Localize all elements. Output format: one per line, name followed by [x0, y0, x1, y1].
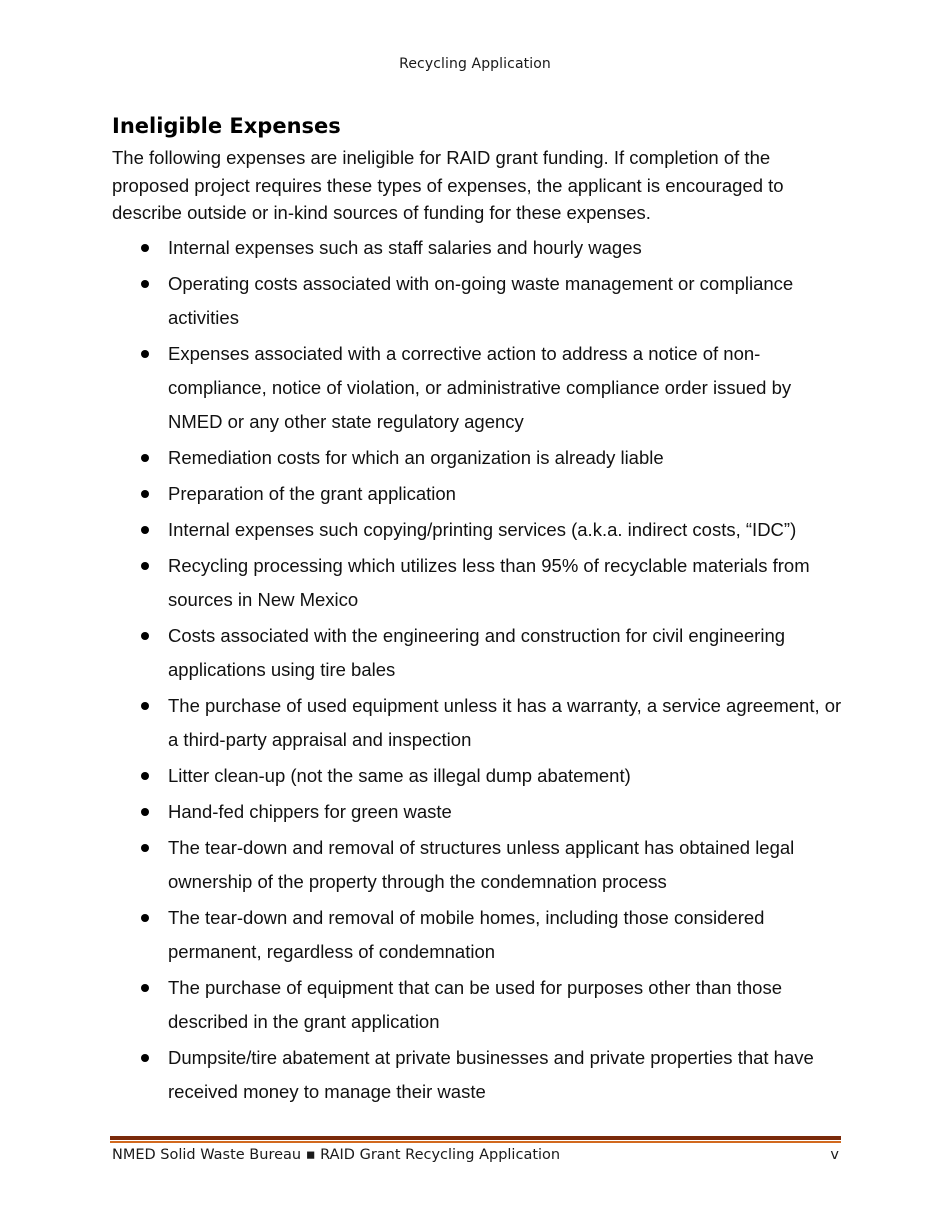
running-header: Recycling Application — [399, 56, 551, 72]
page-footer — [112, 1145, 839, 1165]
bullet-icon — [141, 526, 149, 534]
bullet-icon — [141, 914, 149, 922]
bullet-icon — [141, 984, 149, 992]
list-item-text: Operating costs associated with on-going waste management or compliance activities — [168, 272, 794, 328]
list-item — [112, 795, 842, 829]
intro-paragraph: The following expenses are ineligible for RAID grant funding. If completion of the proposed project requires these types of expenses, the applicant is encouraged to describe outside or in-kind sources of funding for these expenses. — [112, 147, 784, 223]
bullet-icon — [141, 632, 149, 640]
list-item-text: Internal expenses such as staff salaries and hourly wages — [168, 236, 642, 258]
list-item-text: Preparation of the grant application — [168, 482, 456, 504]
ineligible-expense-list — [112, 231, 842, 1109]
list-item-text: Internal expenses such copying/printing services (a.k.a. indirect costs, “IDC”) — [168, 518, 797, 540]
list-item — [112, 267, 842, 335]
list-item — [112, 759, 842, 793]
bullet-icon — [141, 280, 149, 288]
list-item — [112, 231, 842, 265]
list-item — [112, 549, 842, 617]
bullet-icon — [141, 844, 149, 852]
bullet-icon — [141, 772, 149, 780]
list-item — [112, 689, 842, 757]
list-item-text: Recycling processing which utilizes less than 95% of recyclable materials from sources in New Mexico — [168, 554, 810, 610]
list-item — [112, 1041, 842, 1109]
list-item — [112, 513, 842, 547]
footer-text: NMED Solid Waste Bureau ▪ RAID Grant Recycling Application — [112, 1147, 561, 1163]
list-item-text: Remediation costs for which an organization is already liable — [168, 446, 664, 468]
list-item-text: The purchase of used equipment unless it has a warranty, a service agreement, or a third-party appraisal and inspection — [168, 694, 842, 750]
list-item — [112, 831, 842, 899]
list-item — [112, 971, 842, 1039]
bullet-icon — [141, 454, 149, 462]
section-heading: Ineligible Expenses — [112, 114, 341, 138]
list-item-text: The tear-down and removal of structures unless applicant has obtained legal ownership of the property through the condemnation process — [168, 836, 795, 892]
list-item-text: The tear-down and removal of mobile homes, including those considered permanent, regardless of condemnation — [168, 906, 765, 962]
list-item-text: Litter clean-up (not the same as illegal dump abatement) — [168, 764, 631, 786]
list-item — [112, 441, 842, 475]
page-number: v — [830, 1147, 839, 1163]
list-item-text: Hand-fed chippers for green waste — [168, 800, 452, 822]
bullet-icon — [141, 562, 149, 570]
list-item — [112, 337, 842, 439]
list-item-text: Dumpsite/tire abatement at private businesses and private properties that have received money to manage their waste — [168, 1046, 814, 1102]
bullet-icon — [141, 350, 149, 358]
bullet-icon — [141, 702, 149, 710]
bullet-icon — [141, 1054, 149, 1062]
list-item-text: The purchase of equipment that can be used for purposes other than those described in the grant application — [168, 976, 782, 1032]
footer-rule-light — [110, 1141, 841, 1143]
bullet-icon — [141, 244, 149, 252]
bullet-icon — [141, 490, 149, 498]
footer-rule — [110, 1136, 841, 1143]
list-item — [112, 901, 842, 969]
bullet-icon — [141, 808, 149, 816]
footer-rule-dark — [110, 1136, 841, 1140]
list-item-text: Expenses associated with a corrective action to address a notice of non-compliance, notice of violation, or administrative compliance order issued by NMED or any other state regulatory agency — [168, 342, 792, 432]
list-item-text: Costs associated with the engineering and construction for civil engineering applications using tire bales — [168, 624, 786, 680]
page-content — [112, 110, 842, 1111]
list-item — [112, 619, 842, 687]
list-item — [112, 477, 842, 511]
